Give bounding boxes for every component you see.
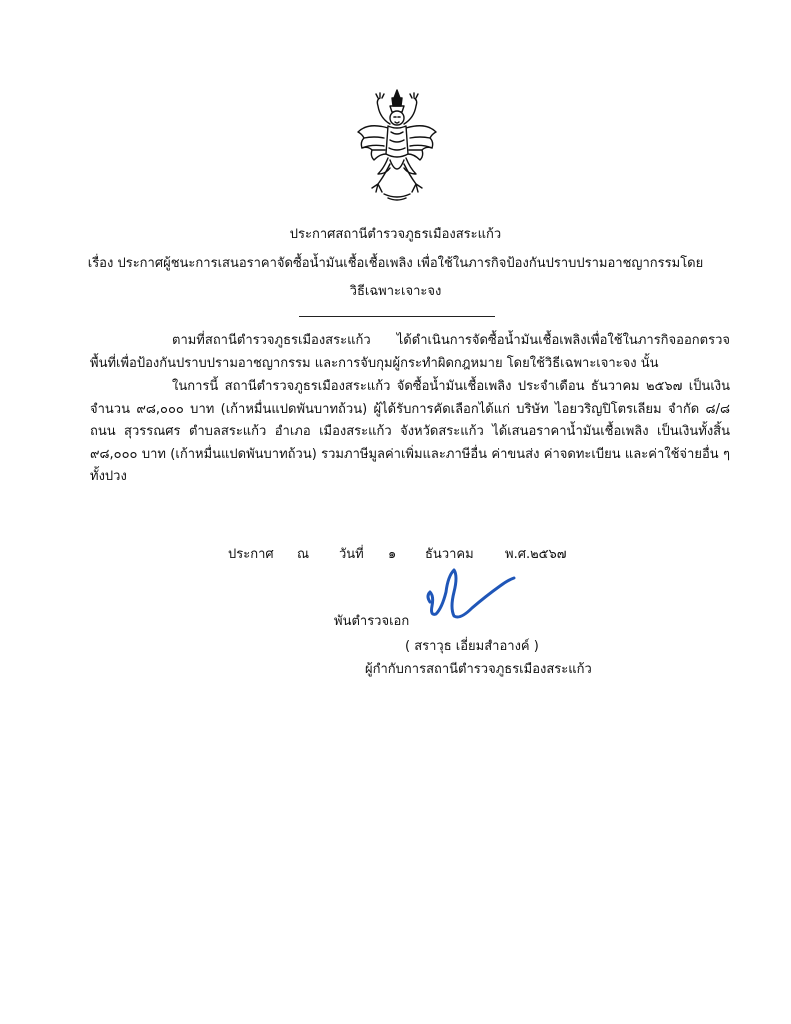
announce-day-label: วันที่ (339, 547, 364, 562)
handwritten-signature (420, 562, 520, 624)
paragraph-2-text: ในการนี้ สถานีตำรวจภูธรเมืองสระแก้ว จัดซื้อน้ำมันเชื้อเพลิง ประจำเดือน ธันวาคม ๒๕๖๗ เป็นเงินจำนวน ๙๘,๐๐๐ บาท (เก้าหมื่นแปดพันบาทถ้วน) ผู้ได้รับการคัดเลือกได้แก่ บริษัท ไอยวริญปิโตรเลียม จำกัด ๘/๘ ถนน สุวรรณศร ตำบลสระแก้ว อำเภอ เมืองสระแก้ว จังหวัดสระแก้ว ได้เสนอราคาน้ำมันเชื้อเพลิง เป็นเงินทั้งสิ้น ๙๘,๐๐๐ บาท (เก้าหมื่นแปดพันบาทถ้วน) รวมภาษีมูลค่าเพิ่มและภาษีอื่น ค่าขนส่ง ค่าจดทะเบียน และค่าใช้จ่ายอื่น ๆ ทั้งปวง (90, 379, 730, 484)
paragraph-1 (90, 330, 730, 375)
document-title: ประกาศสถานีตำรวจภูธรเมืองสระแก้ว (289, 227, 502, 242)
paragraph-2 (90, 376, 730, 489)
signer-position: ผู้กำกับการสถานีตำรวจภูธรเมืองสระแก้ว (365, 662, 592, 677)
title-divider (299, 316, 495, 317)
paragraph-1-text: ตามที่สถานีตำรวจภูธรเมืองสระแก้ว ได้ดำเนินการจัดซื้อน้ำมันเชื้อเพลิงเพื่อใช้ในภารกิจออกตรวจพื้นที่เพื่อป้องกันปราบปรามอาชญากรรม และการจับกุมผู้กระทำผิดกฎหมาย โดยใช้วิธีเฉพาะเจาะจง นั้น (90, 333, 730, 371)
signer-name: ( สราวุธ เอี่ยมสำอางค์ ) (405, 639, 539, 654)
garuda-emblem-icon (354, 88, 440, 202)
announce-month: ธันวาคม (425, 547, 474, 562)
subject-line-2: วิธีเฉพาะเจาะจง (349, 284, 442, 299)
announce-day: ๑ (388, 547, 397, 562)
subject-line-1: เรื่อง ประกาศผู้ชนะการเสนอราคาจัดซื้อน้ำมันเชื้อเชื้อเพลิง เพื่อใช้ในภารกิจป้องกันปราบปรามอาชญากรรมโดย (87, 256, 704, 271)
announce-word: ประกาศ (228, 547, 274, 562)
signer-rank: พันตำรวจเอก (334, 614, 410, 629)
announce-at: ณ (297, 547, 310, 562)
announce-year: พ.ศ.๒๕๖๗ (505, 547, 567, 562)
